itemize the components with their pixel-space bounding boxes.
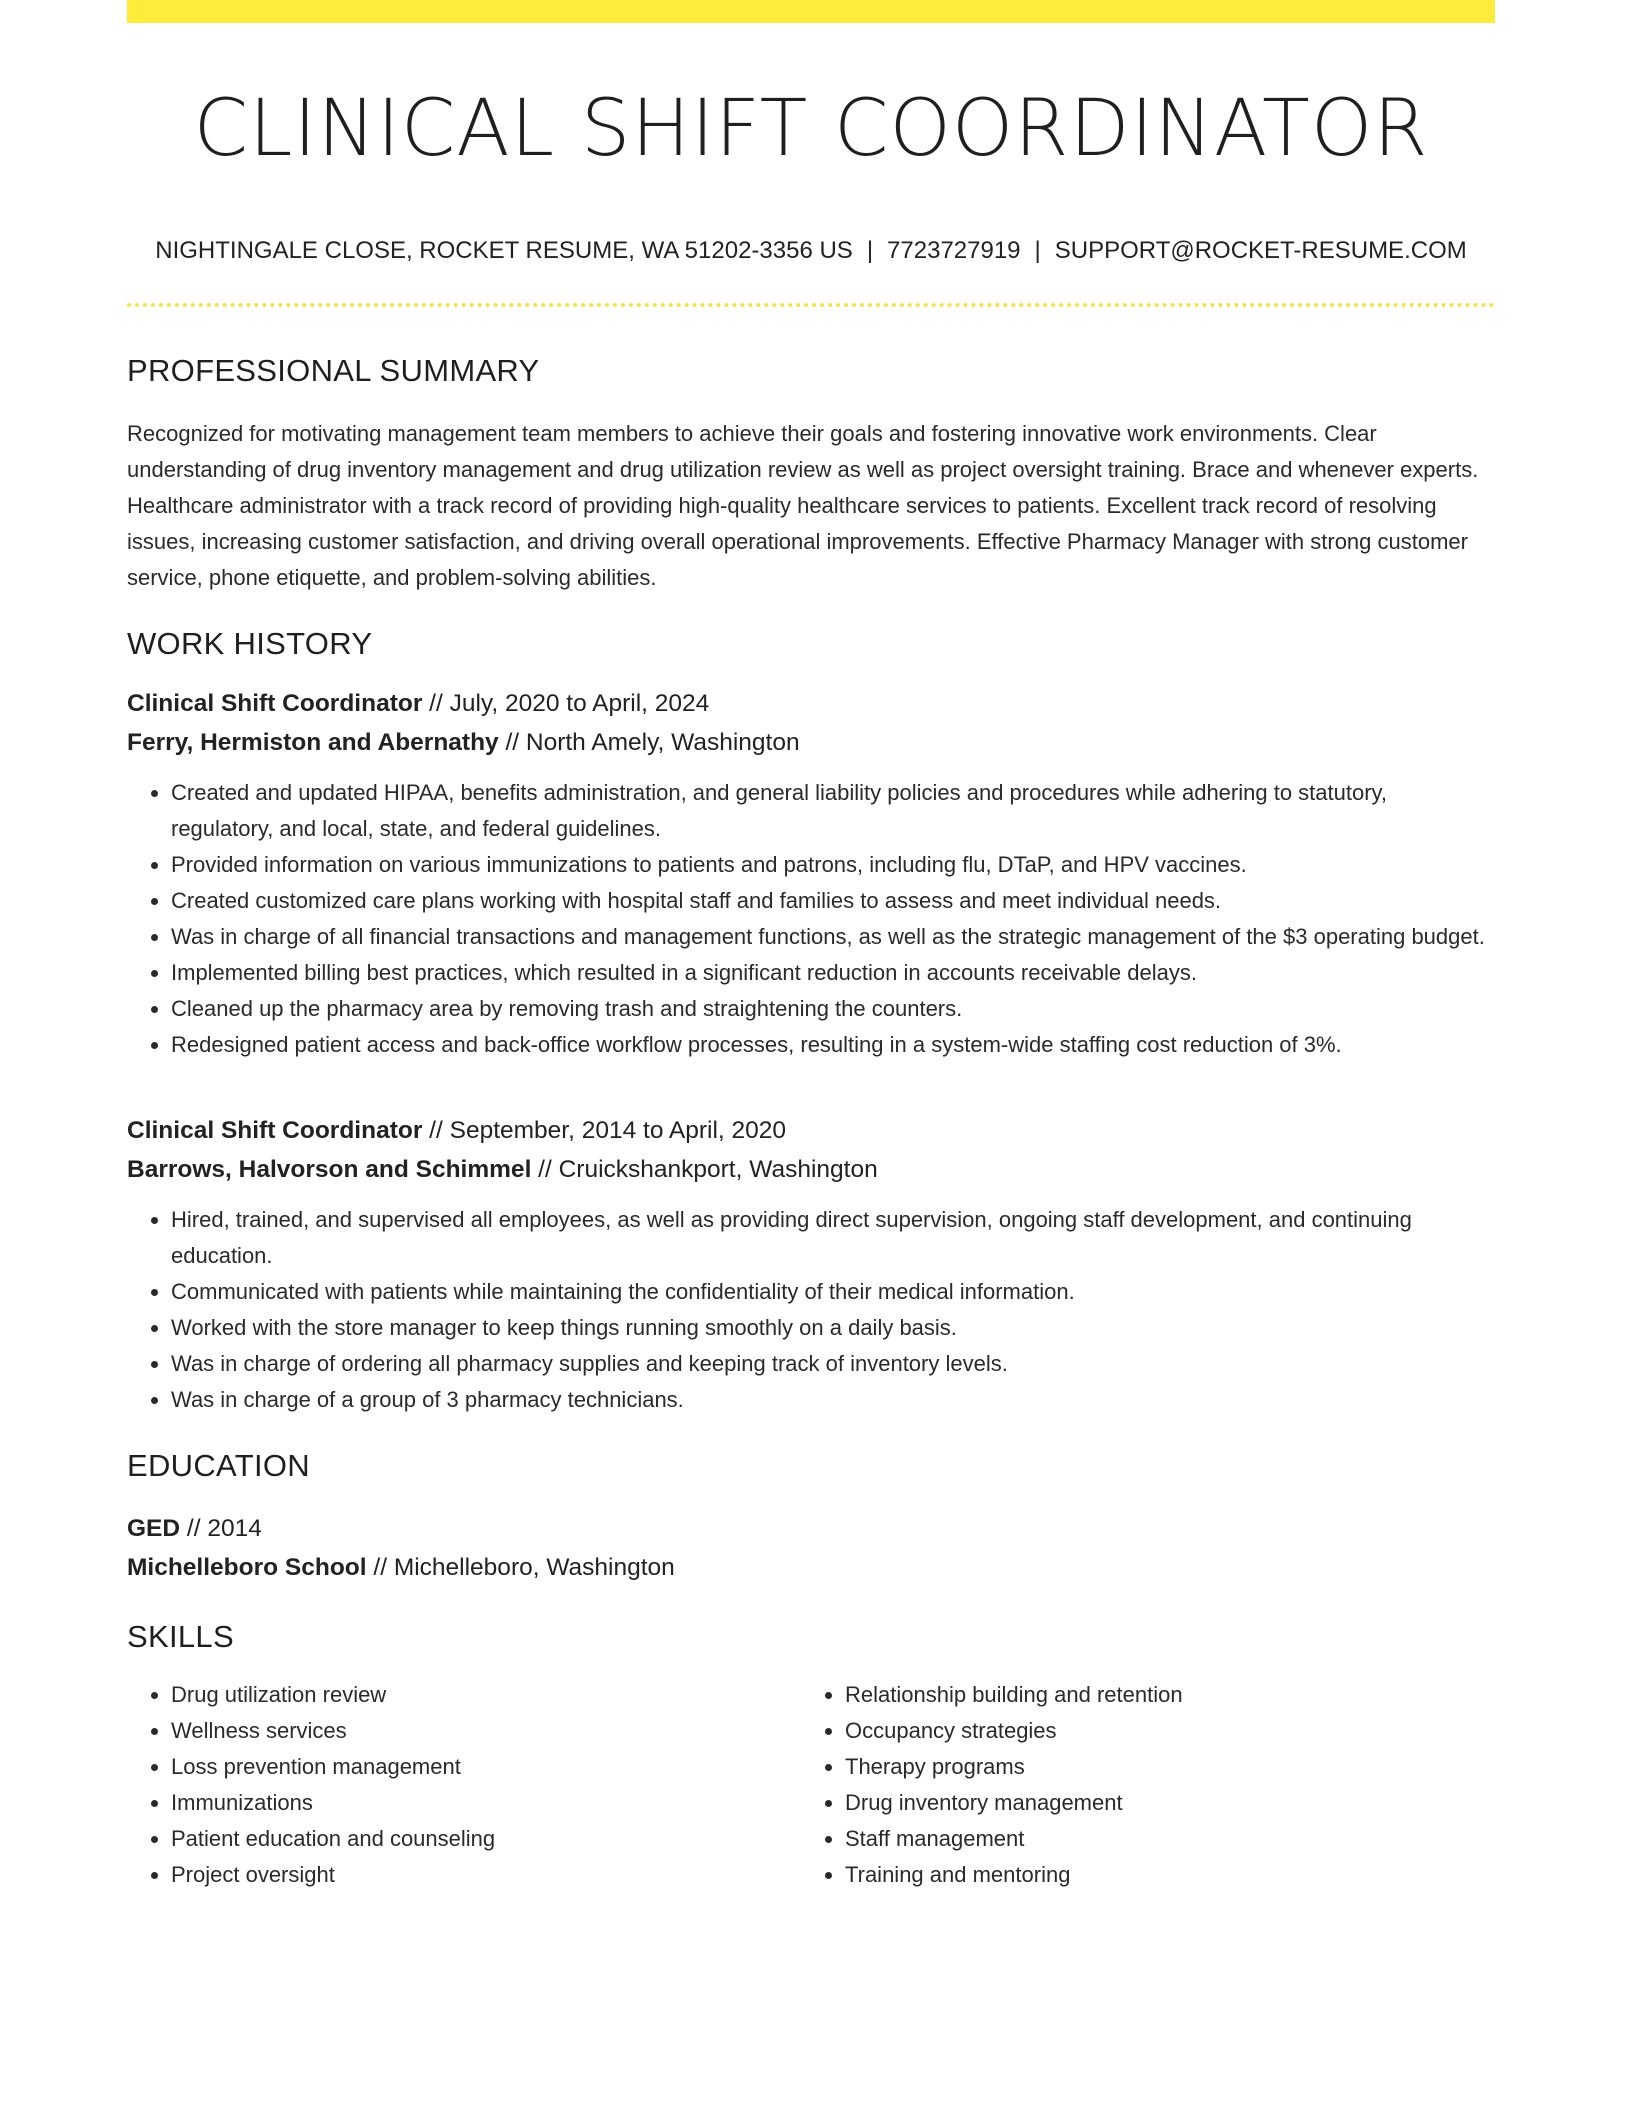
- email: SUPPORT@ROCKET-RESUME.COM: [1054, 236, 1467, 264]
- list-item: • Provided information on various immunizations to patients and patrons, including flu, DTaP, and HPV vaccines.: [171, 847, 1495, 883]
- skill-item: • Staff management: [845, 1821, 1475, 1857]
- school-name: Michelleboro School: [127, 1553, 367, 1581]
- phone: 7723727919: [887, 236, 1021, 264]
- skills-heading: SKILLS: [127, 1618, 234, 1654]
- job-entry: [127, 684, 1495, 1063]
- list-item: • Cleaned up the pharmacy area by removing trash and straightening the counters.: [171, 991, 1495, 1027]
- resume-page: [127, 0, 1495, 1893]
- work-history-heading: WORK HISTORY: [127, 625, 373, 661]
- skill-item: • Occupancy strategies: [845, 1713, 1475, 1749]
- school-line: [127, 1548, 1495, 1587]
- skill-item: • Project oversight: [171, 1857, 801, 1893]
- summary-text: Recognized for motivating management team members to achieve their goals and fostering innovative work environments. Clear understanding of drug inventory management and drug utilization review as well as project oversight training. Brace and whenever experts. Healthcare administrator with a track record of providing high-quality healthcare services to patients. Excellent track record of resolving issues, increasing customer satisfaction, and driving overall operational improvements. Effective Pharmacy Manager with strong customer service, phone etiquette, and problem-solving abilities.: [127, 420, 1479, 590]
- dotted-divider: [127, 303, 1495, 307]
- skills-columns: [127, 1677, 1495, 1893]
- address: NIGHTINGALE CLOSE, ROCKET RESUME, WA 51202-3356 US: [155, 236, 853, 264]
- list-item: • Implemented billing best practices, which resulted in a significant reduction in accounts receivable delays.: [171, 955, 1495, 991]
- list-item: • Hired, trained, and supervised all employees, as well as providing direct supervision, ongoing staff development, and continuing education.: [171, 1202, 1495, 1274]
- skill-item: • Relationship building and retention: [845, 1677, 1475, 1713]
- skills-list-right: [801, 1677, 1475, 1893]
- job-company-line: [127, 723, 1495, 762]
- skill-item: • Training and mentoring: [845, 1857, 1475, 1893]
- skills-list-left: [127, 1677, 801, 1893]
- summary-heading: PROFESSIONAL SUMMARY: [127, 352, 540, 388]
- job-title-line: [127, 684, 1495, 723]
- degree-year: // 2014: [180, 1514, 262, 1542]
- skill-item: • Loss prevention management: [171, 1749, 801, 1785]
- contact-line: [127, 237, 1495, 265]
- job-dates: // September, 2014 to April, 2020: [422, 1116, 787, 1144]
- separator: |: [1034, 236, 1041, 264]
- list-item: • Created customized care plans working with hospital staff and families to assess and meet individual needs.: [171, 883, 1495, 919]
- job-company: Ferry, Hermiston and Abernathy: [127, 728, 499, 756]
- job-bullets: [127, 775, 1495, 1063]
- resume-title: CLINICAL SHIFT COORDINATOR: [193, 84, 1429, 174]
- list-item: • Was in charge of a group of 3 pharmacy technicians.: [171, 1382, 1495, 1418]
- list-item: • Created and updated HIPAA, benefits administration, and general liability policies and procedures while adhering to statutory, regulatory, and local, state, and federal guidelines.: [171, 775, 1495, 847]
- job-bullets: [127, 1202, 1495, 1418]
- list-item: • Communicated with patients while maintaining the confidentiality of their medical information.: [171, 1274, 1495, 1310]
- skill-item: • Drug inventory management: [845, 1785, 1475, 1821]
- education-heading: EDUCATION: [127, 1447, 310, 1483]
- skill-item: • Wellness services: [171, 1713, 801, 1749]
- degree-line: [127, 1509, 1495, 1548]
- list-item: • Was in charge of all financial transactions and management functions, as well as the strategic management of the $3 operating budget.: [171, 919, 1495, 955]
- skill-item: • Therapy programs: [845, 1749, 1475, 1785]
- job-title: Clinical Shift Coordinator: [127, 689, 423, 717]
- job-company: Barrows, Halvorson and Schimmel: [127, 1155, 532, 1183]
- education-entry: [127, 1509, 1495, 1587]
- list-item: • Worked with the store manager to keep things running smoothly on a daily basis.: [171, 1310, 1495, 1346]
- accent-bar: [127, 0, 1495, 23]
- skill-item: • Drug utilization review: [171, 1677, 801, 1713]
- degree: GED: [127, 1514, 181, 1542]
- separator: |: [866, 236, 874, 264]
- job-location: // North Amely, Washington: [498, 728, 800, 756]
- skill-item: • Patient education and counseling: [171, 1821, 801, 1857]
- job-location: // Cruickshankport, Washington: [531, 1155, 878, 1183]
- skill-item: • Immunizations: [171, 1785, 801, 1821]
- school-location: // Michelleboro, Washington: [366, 1553, 675, 1581]
- job-title: Clinical Shift Coordinator: [127, 1116, 423, 1144]
- job-entry: [127, 1111, 1495, 1418]
- job-title-line: [127, 1111, 1495, 1150]
- list-item: • Redesigned patient access and back-office workflow processes, resulting in a system-wide staffing cost reduction of 3%.: [171, 1027, 1495, 1063]
- job-company-line: [127, 1150, 1495, 1189]
- list-item: • Was in charge of ordering all pharmacy supplies and keeping track of inventory levels.: [171, 1346, 1495, 1382]
- job-dates: // July, 2020 to April, 2024: [422, 689, 710, 717]
